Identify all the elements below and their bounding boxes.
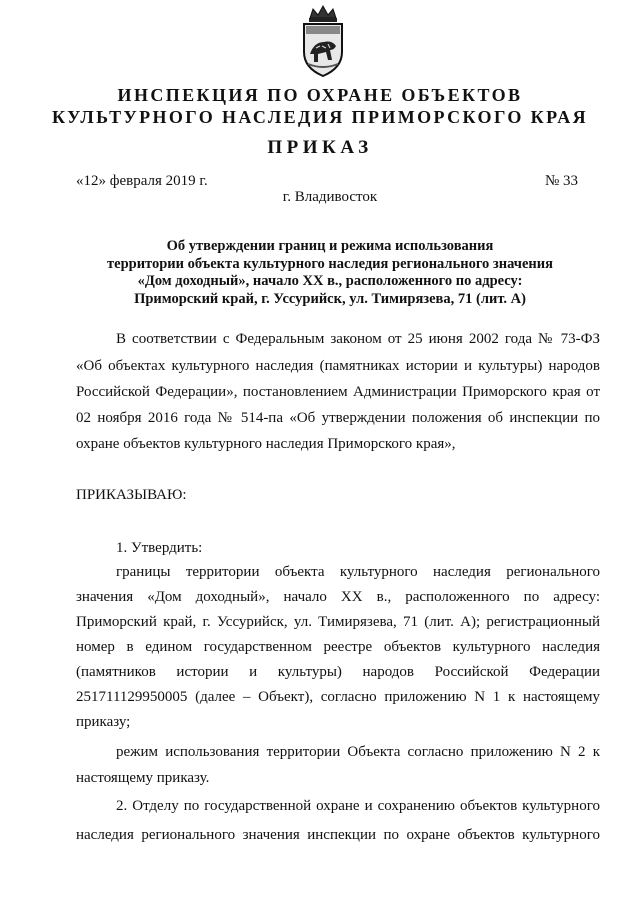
preamble-line: В соответствии с Федеральным законом от 25 июня 2002 года № 73-ФЗ [116,331,600,347]
item-1-title: 1. Утвердить: [116,540,203,556]
order-subject [80,238,580,308]
preamble-line: Российской Федерации», постановлением Администрации Приморского края от [76,384,600,400]
subject-line: «Дом доходный», начало XX в., расположенного по адресу: [137,273,523,289]
preamble-line: «Об объектах культурного наследия (памятниках истории и культуры) народов [76,358,600,374]
item-1a-line: (памятников истории и культуры) народов Российской Федерации [76,664,600,680]
coat-of-arms-emblem [296,4,350,78]
organization-name-line-2: КУЛЬТУРНОГО НАСЛЕДИЯ ПРИМОРСКОГО КРАЯ [51,107,588,127]
subject-line: Об утверждении границ и режима использования [166,238,494,254]
item-1a-line: приказу; [76,714,131,730]
item-1a-line: 251711129950005 (далее – Объект), согласно приложению N 1 к настоящему [76,689,600,705]
item-1a-line: значения «Дом доходный», начало XX в., расположенного по адресу: [76,589,600,605]
item-2-line: наследия регионального значения инспекции по охране объектов культурного [76,827,600,843]
organization-name-line-1: ИНСПЕКЦИЯ ПО ОХРАНЕ ОБЪЕКТОВ [117,85,523,105]
preamble-line: 02 ноября 2016 года № 514-па «Об утверждении положения об инспекции по [76,410,600,426]
document-number: № 33 [545,173,579,189]
document-date: «12» февраля 2019 г. [76,173,208,189]
city-text: г. Владивосток [282,189,378,205]
preamble-line: охране объектов культурного наследия Приморского края», [76,436,456,452]
item-1a-line: номер в едином государственном реестре объектов культурного наследия [76,639,600,655]
item-1a-line: границы территории объекта культурного наследия регионального [116,564,600,580]
subject-line: Приморский край, г. Уссурийск, ул. Тимирязева, 71 (лит. А) [134,290,526,307]
document-city [0,189,640,206]
subject-line: территории объекта культурного наследия регионального значения [107,255,553,272]
item-1a-line: Приморский край, г. Уссурийск, ул. Тимирязева, 71 (лит. А); регистрационный [76,614,600,630]
item-1b-line: режим использования территории Объекта согласно приложению N 2 к [116,744,600,760]
item-1b-line: настоящему приказу. [76,770,210,786]
item-2-line: 2. Отделу по государственной охране и сохранению объектов культурного [116,798,600,814]
document-type-title: ПРИКАЗ [267,137,373,158]
order-word: ПРИКАЗЫВАЮ: [76,487,187,503]
